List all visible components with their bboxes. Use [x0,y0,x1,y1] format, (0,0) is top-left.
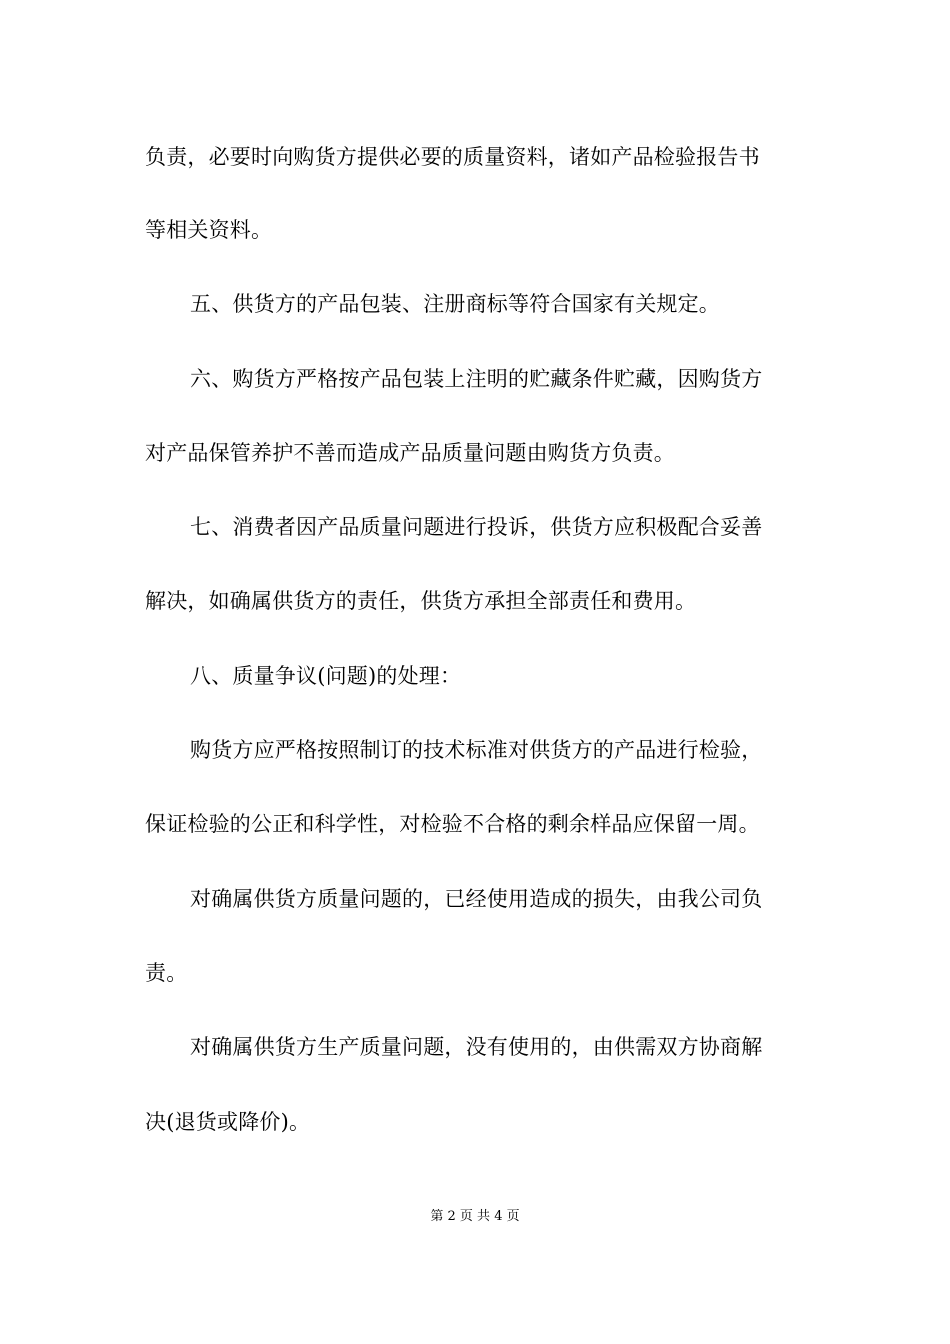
paragraph-unused-line-1: 对确属供货方生产质量问题，没有使用的，由供需双方协商解 [190,1035,763,1059]
page-number-footer: 第 2 页 共 4 页 [430,1209,520,1224]
clause-6-line-1: 六、购货方严格按产品包装上注明的贮藏条件贮藏，因购货方 [190,367,763,391]
paragraph-loss-line-1: 对确属供货方质量问题的，已经使用造成的损失，由我公司负 [190,887,763,911]
paragraph-loss-line-2: 责。 [145,961,188,985]
paragraph-unused-line-2: 决(退货或降价)。 [145,1110,311,1134]
clause-5: 五、供货方的产品包装、注册商标等符合国家有关规定。 [190,292,720,316]
text-line-1: 负责，必要时向购货方提供必要的质量资料，诸如产品检验报告书 [145,145,760,169]
paragraph-inspection-line-1: 购货方应严格按照制订的技术标准对供货方的产品进行检验， [190,738,763,762]
clause-6-line-2: 对产品保管养护不善而造成产品质量问题由购货方负责。 [145,441,675,465]
paragraph-inspection-line-2: 保证检验的公正和科学性，对检验不合格的剩余样品应保留一周。 [145,812,760,836]
text-line-2: 等相关资料。 [145,218,273,242]
clause-7-line-1: 七、消费者因产品质量问题进行投诉，供货方应积极配合妥善 [190,515,763,539]
clause-8-heading: 八、质量争议(问题)的处理： [190,664,462,688]
clause-7-line-2: 解决，如确属供货方的责任，供货方承担全部责任和费用。 [145,589,697,613]
